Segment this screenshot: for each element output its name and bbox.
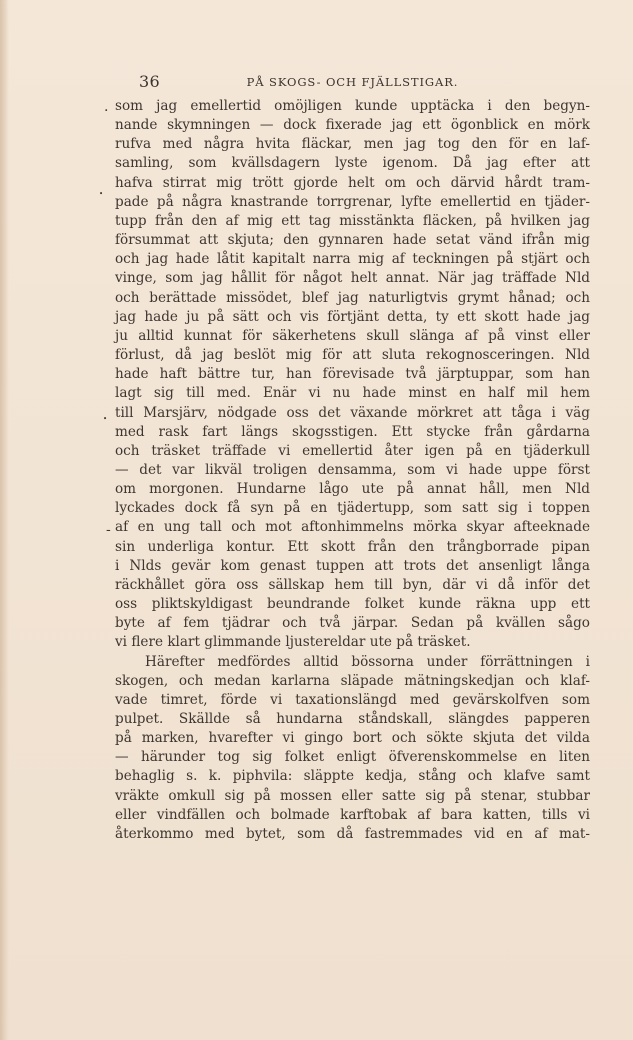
text-line: och jag hade låtit kapitalt narra mig af teckningen på stjärt och: [115, 251, 590, 268]
text-line: af en ung tall och mot aftonhimmelns mörka skyar afteeknade: [115, 519, 590, 536]
text-line: byte af fem tjädrar och två järpar. Sedan på kvällen sågo: [115, 615, 590, 632]
text-line: till Marsjärv, nödgade oss det växande mörkret att tåga i väg: [115, 404, 590, 421]
text-line: försummat att skjuta; den gynnaren hade setat vänd ifrån mig: [115, 232, 590, 249]
text-line: med rask fart längs skogsstigen. Ett stycke från gårdarna: [115, 423, 590, 440]
text-line: oss pliktskyldigast beundrande folket kunde räkna upp ett: [115, 596, 590, 613]
text-line: återkommo med bytet, som då fastremmades vid en af mat-: [115, 825, 590, 842]
text-line: vräkte omkull sig på mossen eller satte sig på stenar, stubbar: [115, 787, 590, 804]
margin-mark: •: [99, 190, 104, 198]
text-line: om morgonen. Hundarne lågo ute på annat håll, men Nld: [115, 481, 590, 498]
page-spine-shadow: [0, 0, 9, 1040]
text-line: pade på några knastrande torrgrenar, lyfte emellertid en tjäder-: [115, 193, 590, 210]
text-line: lyckades dock få syn på en tjädertupp, som satt sig i toppen: [115, 500, 590, 517]
text-line: tupp från den af mig ett tag misstänkta fläcken, på hvilken jag: [115, 212, 590, 229]
text-line: och träsket träffade vi emellertid åter igen på en tjäderkull: [115, 442, 590, 459]
page-number: 36: [139, 72, 160, 91]
text-line: Härefter medfördes alltid bössorna under förrättningen i: [145, 653, 590, 670]
text-line: räckhållet göra oss sällskap hem till byn, där vi då inför det: [115, 576, 590, 593]
text-line: hafva stirrat mig trött gjorde helt om och därvid hårdt tram-: [115, 174, 590, 191]
text-line: samling, som kvällsdagern lyste igenom. Då jag efter att: [115, 155, 590, 172]
margin-mark: •: [103, 415, 108, 423]
text-line: vi flere klart glimmande ljustereldar ute på träsket.: [115, 634, 471, 651]
text-line: lagt sig till med. Enär vi nu hade minst en half mil hem: [115, 385, 590, 402]
text-line: jag hade ju på sätt och vis förtjänt detta, ty ett skott hade jag: [115, 308, 590, 325]
text-line: — härunder tog sig folket enligt öfverenskommelse en liten: [115, 749, 590, 766]
text-line: nande skymningen — dock fixerade jag ett ögonblick en mörk: [115, 117, 590, 134]
text-line: vinge, som jag hållit för något helt annat. När jag träffade Nld: [115, 270, 590, 287]
body-text: [115, 97, 590, 844]
text-line: på marken, hvarefter vi gingo bort och sökte skjuta det vilda: [115, 730, 590, 747]
page-header: [115, 72, 590, 96]
text-line: eller vindfällen och bolmade karftobak af bara katten, tills vi: [115, 806, 590, 823]
text-line: vade timret, förde vi taxationslängd med gevärskolfven som: [115, 691, 590, 708]
text-line: behaglig s. k. piphvila: släppte kedja, stång och klafve samt: [115, 768, 590, 785]
text-line: i Nlds gevär kom genast tuppen att trots det ansenligt långa: [115, 557, 590, 574]
running-title: PÅ SKOGS- OCH FJÄLLSTIGAR.: [246, 75, 459, 89]
text-line: hade haft bättre tur, han förevisade två järptuppar, som han: [115, 366, 590, 383]
margin-mark: -: [106, 522, 111, 538]
text-line: ju alltid kunnat för säkerhetens skull slänga af på vinst eller: [115, 327, 590, 344]
text-line: skogen, och medan karlarna släpade mätningskedjan och klaf-: [115, 672, 590, 689]
text-line: rufva med några hvita fläckar, men jag tog den för en laf-: [115, 136, 590, 153]
text-line: sin underliga kontur. Ett skott från den trångborrade pipan: [115, 538, 590, 555]
text-line: förlust, då jag beslöt mig för att sluta rekognosceringen. Nld: [115, 347, 590, 364]
text-line: pulpet. Skällde så hundarna ståndskall, slängdes papperen: [115, 711, 590, 727]
text-line: — det var likväl troligen densamma, som vi hade uppe först: [115, 461, 590, 478]
text-line: och berättade missödet, blef jag naturligtvis grymt hånad; och: [115, 289, 590, 306]
margin-mark: .: [104, 99, 109, 115]
text-line: som jag emellertid omöjligen kunde upptäcka i den begyn-: [115, 98, 590, 114]
